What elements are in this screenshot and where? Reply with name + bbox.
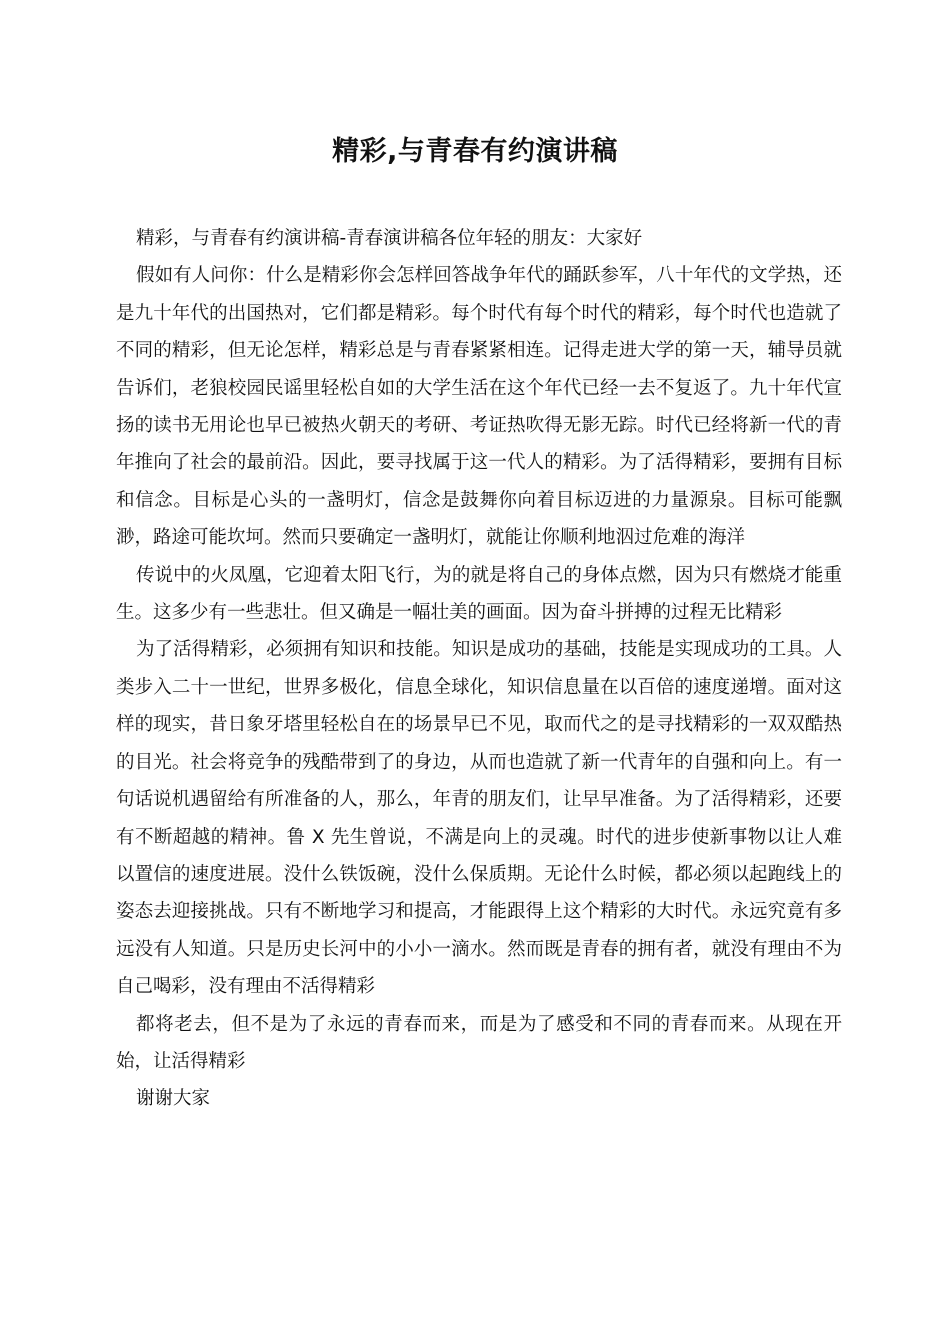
paragraph-knowledge: 为了活得精彩，必须拥有知识和技能。知识是成功的基础，技能是实现成功的工具。人类步入二十一世纪，世界多极化，信息全球化，知识信息量在以百倍的速度递增。面对这样的现实，昔日象牙塔里轻松自在的场景早已不见，取而代之的是寻找精彩的一双双酷热的目光。社会将竞争的残酷带到了的身边，从而也造就了新一代青年的自强和向上。有一句话说机遇留给有所准备的人，那么，年青的朋友们，让早早准备。为了活得精彩，还要有不断超越的精神。鲁 X 先生曾说，不满是向上的灵魂。时代的进步使新事物以让人难以置信的速度进展。没什么铁饭碗，没什么保质期。无论什么时候，都必须以起跑线上的姿态去迎接挑战。只有不断地学习和提高，才能跟得上这个精彩的大时代。永远究竟有多远没有人知道。只是历史长河中的小小一滴水。然而既是青春的拥有者，就没有理由不为自己喝彩，没有理由不活得精彩: [116, 639, 842, 998]
document-title: 精彩,与青春有约演讲稿: [332, 136, 618, 167]
paragraph-goals: 假如有人问你：什么是精彩你会怎样回答战争年代的踊跃参军，八十年代的文学热，还是九十年代的出国热对，它们都是精彩。每个时代有每个时代的精彩，每个时代也造就了不同的精彩，但无论怎样，精彩总是与青春紧紧相连。记得走进大学的第一天，辅导员就告诉们，老狼校园民谣里轻松自如的大学生活在这个年代已经一去不复返了。九十年代宣扬的读书无用论也早已被热火朝天的考研、考证热吹得无影无踪。时代已经将新一代的青年推向了社会的最前沿。因此，要寻找属于这一代人的精彩。为了活得精彩，要拥有目标和信念。目标是心头的一盏明灯，信念是鼓舞你向着目标迈进的力量源泉。目标可能飘渺，路途可能坎坷。然而只要确定一盏明灯，就能让你顺利地泅过危难的海洋: [116, 265, 842, 549]
paragraph-phoenix: 传说中的火凤凰，它迎着太阳飞行，为的就是将自己的身体点燃，因为只有燃烧才能重生。这多少有一些悲壮。但又确是一幅壮美的画面。因为奋斗拼搏的过程无比精彩: [116, 564, 842, 624]
paragraph-thanks: 谢谢大家: [136, 1088, 211, 1110]
document-body: [116, 220, 842, 1118]
paragraph-start-now: 都将老去，但不是为了永远的青春而来，而是为了感受和不同的青春而来。从现在开始，让活得精彩: [116, 1013, 842, 1072]
paragraph-greeting: 精彩，与青春有约演讲稿-青春演讲稿各位年轻的朋友：大家好: [136, 228, 643, 249]
